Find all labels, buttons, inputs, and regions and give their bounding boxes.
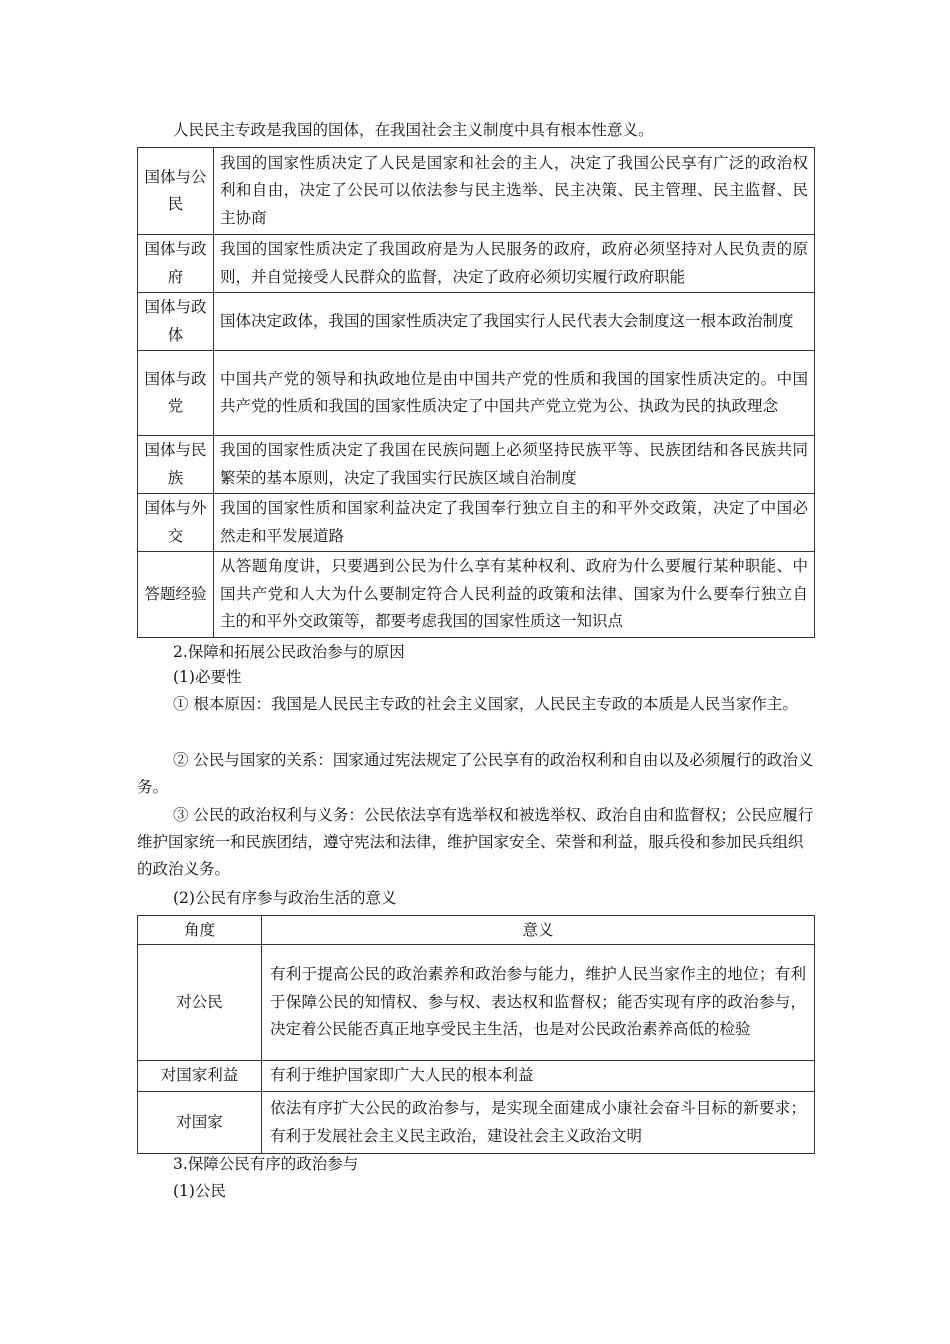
row-value: 有利于提高公民的政治素养和政治参与能力，维护人民当家作主的地位；有利于保障公民的知情权、参与权、表达权和监督权；能否实现有序的政治参与，决定着公民能否真正地享受民主生活，也是对公民政治素养高低的检验 [262, 945, 815, 1061]
row-key: 国体与外交 [138, 494, 214, 552]
row-key: 国体与政府 [138, 235, 214, 293]
table-row [138, 436, 815, 494]
table-row [138, 293, 815, 351]
row-value: 我国的国家性质和国家利益决定了我国奉行独立自主的和平外交政策，决定了中国必然走和平发展道路 [214, 494, 815, 552]
table-row [138, 945, 815, 1061]
row-key: 国体与公民 [138, 148, 214, 235]
row-key: 答题经验 [138, 552, 214, 638]
subsection-significance-title: (2)公民有序参与政治生活的意义 [173, 889, 397, 907]
significance-table [137, 915, 815, 1154]
state-nature-table [137, 147, 815, 638]
row-value: 国体决定政体，我国的国家性质决定了我国实行人民代表大会制度这一根本政治制度 [214, 293, 815, 351]
row-value: 有利于维护国家即广大人民的根本利益 [262, 1061, 815, 1092]
item-root-cause: ① 根本原因：我国是人民民主专政的社会主义国家，人民民主专政的本质是人民当家作主。 [173, 695, 798, 713]
row-key: 国体与政党 [138, 351, 214, 436]
table-row [138, 494, 815, 552]
table-row [138, 1092, 815, 1154]
subsection-citizen-title: (1)公民 [173, 1182, 226, 1200]
column-header-aspect: 角度 [138, 916, 262, 945]
row-value: 我国的国家性质决定了我国在民族问题上必须坚持民族平等、民族团结和各民族共同繁荣的基本原则，决定了我国实行民族区域自治制度 [214, 436, 815, 494]
column-header-meaning: 意义 [262, 916, 815, 945]
table-row [138, 351, 815, 436]
row-value: 我国的国家性质决定了我国政府是为人民服务的政府，政府必须坚持对人民负责的原则，并自觉接受人民群众的监督，决定了政府必须切实履行政府职能 [214, 235, 815, 293]
section-3-title: 3.保障公民有序的政治参与 [173, 1155, 359, 1173]
table-row [138, 552, 815, 638]
row-value: 依法有序扩大公民的政治参与，是实现全面建成小康社会奋斗目标的新要求；有利于发展社会主义民主政治，建设社会主义政治文明 [262, 1092, 815, 1154]
table-header-row [138, 916, 815, 945]
row-key: 对国家 [138, 1092, 262, 1154]
subsection-necessity-title: (1)必要性 [173, 668, 242, 686]
row-value: 中国共产党的领导和执政地位是由中国共产党的性质和我国的国家性质决定的。中国共产党的性质和我国的国家性质决定了中国共产党立党为公、执政为民的执政理念 [214, 351, 815, 436]
table-row [138, 1061, 815, 1092]
row-key: 对公民 [138, 945, 262, 1061]
section-2-title: 2.保障和拓展公民政治参与的原因 [173, 643, 405, 661]
row-key: 对国家利益 [138, 1061, 262, 1092]
row-value: 我国的国家性质决定了人民是国家和社会的主人，决定了我国公民享有广泛的政治权利和自由，决定了公民可以依法参与民主选举、民主决策、民主管理、民主监督、民主协商 [214, 148, 815, 235]
row-key: 国体与政体 [138, 293, 214, 351]
table-row [138, 235, 815, 293]
intro-paragraph: 人民民主专政是我国的国体，在我国社会主义制度中具有根本性意义。 [173, 121, 654, 139]
row-value: 从答题角度讲，只要遇到公民为什么享有某种权利、政府为什么要履行某种职能、中国共产党和人大为什么要制定符合人民利益的政策和法律、国家为什么要奉行独立自主的和平外交政策等，都要考虑我国的国家性质这一知识点 [214, 552, 815, 638]
table-row [138, 148, 815, 235]
item-citizen-state: ② 公民与国家的关系：国家通过宪法规定了公民享有的政治权利和自由以及必须履行的政治义务。 [137, 751, 814, 796]
row-key: 国体与民族 [138, 436, 214, 494]
item-rights-duties: ③ 公民的政治权利与义务：公民依法享有选举权和被选举权、政治自由和监督权；公民应履行维护国家统一和民族团结，遵守宪法和法律，维护国家安全、荣誉和利益，服兵役和参加民兵组织的政治义务。 [137, 806, 814, 878]
